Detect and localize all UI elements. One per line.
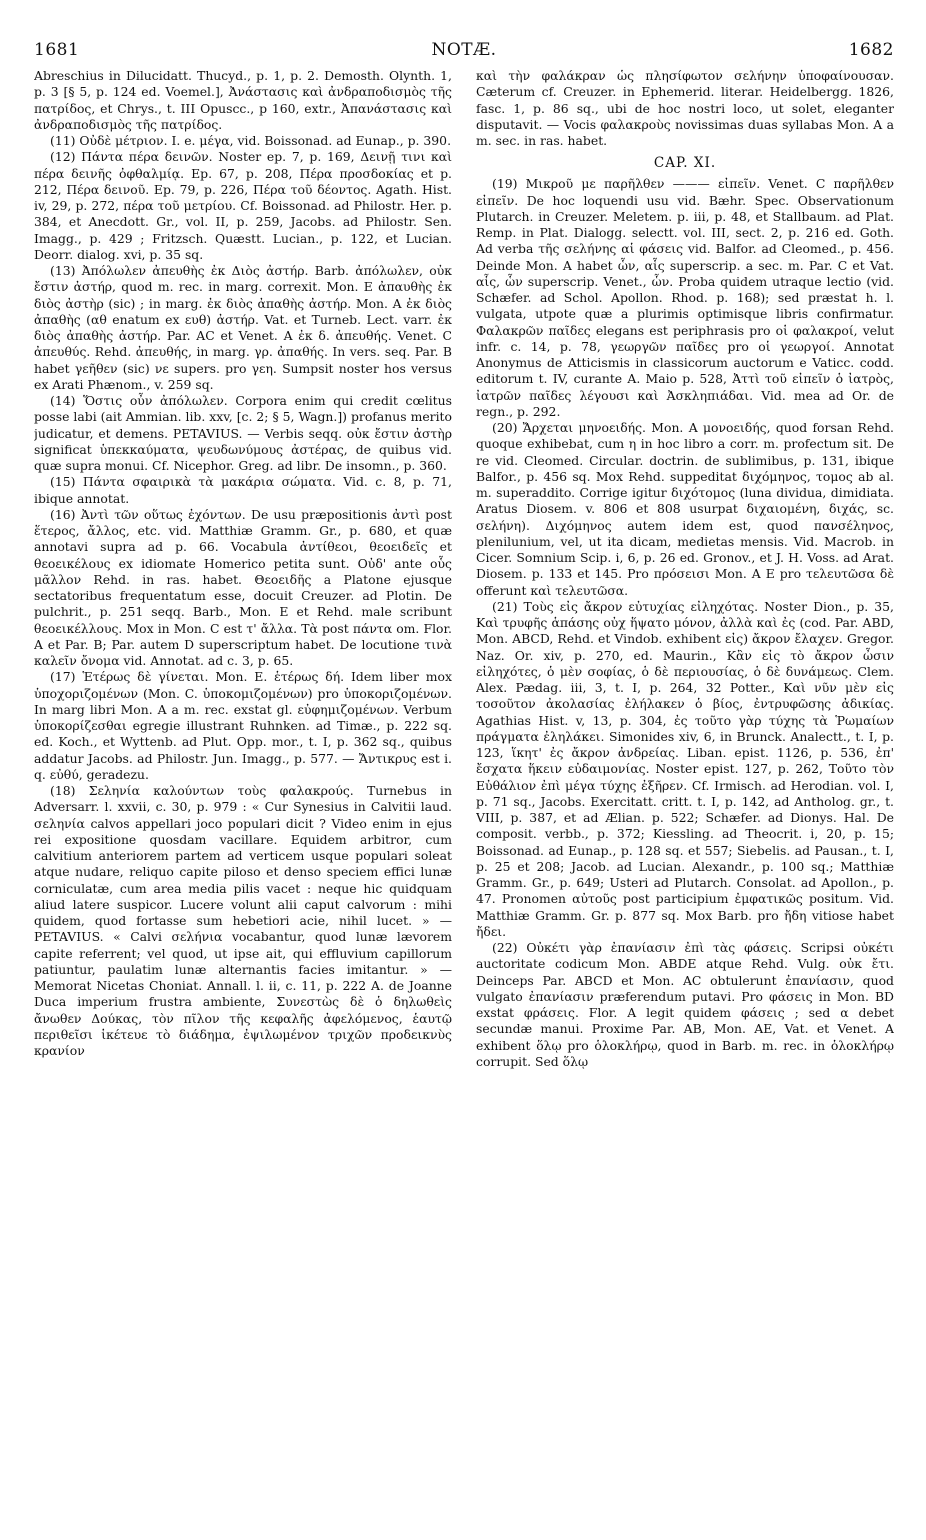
- chapter-heading: CAP. XI.: [653, 155, 717, 172]
- note-20: (20) Ἄρχεται μηνοειδής. Mon. A μονοειδής, quod forsan Rehd. quoque exhibebat, cum η in hoc libro a corr. m. profectum sit. De re vid. Cleomed. Circular. doctrin. de sublimibus, p. 131, ibique Balfor., p. 456 sq. Mox Rehd. suppeditat διχόμηνος, τομος ab al. m. superaddito. Corrige igitur διχότομος (luna dividua, dimidiata. Aratus Diosem. v. 806 et 808 usurpat διχαιομένη, διχάς, sc. σελήνη). Διχόμηνος autem idem est, quod πανσέληνος, plenilunium, vel, ut ita dicam, medietas mensis. Vid. Macrob. in Cicer. Somnium Scip. i, 6, p. 26 ed. Gronov., et J. H. Voss. ad Arat. Diosem. p. 133 et 145. Pro πρόσεισι Mon. A E pro τελευτῶσα δὲ offerunt καὶ τελευτῶσα.: [476, 420, 894, 598]
- page-header: [34, 40, 894, 64]
- note-18: (18) Σεληνία καλούντων τοὺς φαλακρούς. Turnebus in Adversarr. l. xxvii, c. 30, p. 979 : « Cur Synesius in Calvitii laud. σεληνία calvos appellari joco populari dicit ? Video enim in ejus rei expositione quosdam vacillare. Equidem arbitror, cum calvitium anteriorem partem ad verticem usque populari soleat atque nudare, reliquo capite piloso et denso speciem effici lunæ corniculatæ, cum area media pilis vacet : neque hic quidquam aliud latere suspicor. Lucere volunt alii caput calvorum : mihi quidem, quod fortasse sum hebetiori acie, nihil lucet. » — PETAVIUS. « Calvi σελήνια vocabantur, quod lunæ lævorem capite referrent; vel quod, ut ipse ait, qui effluvium capillorum patiuntur, paulatim lunæ alternantis facies imitantur. » — Memorat Nicetas Choniat. Annall. l. ii, c. 11, p. 222 A. de Joanne Duca imperium frustra ambiente, Συνεστὼς δὲ ὁ δηλωθεὶς ἄνωθεν Δούκας, τὸν πῖλον τῆς κεφαλῆς ἀφελόμενος, ἑαυτῷ περιθεῖσι ἱκέτευε τὸ διάδημα, ἐψιλωμένον τριχῶν προδεικνὺς κρανίον: [34, 783, 452, 1058]
- note-17: (17) Ἑτέρως δὲ γίνεται. Mon. E. ἑτέρως δή. Idem liber mox ὑποχοριζομένων (Mon. C. ὑποκομιζομένων) pro ὑποκοριζομένων. In marg libri Mon. A a m. rec. exstat gl. εὐφημιζομένων. Verbum ὑποκορίζεσθαι egregie illustrant Ruhnken. ad Timæ., p. 222 sq. ed. Koch., et Wyttenb. ad Plut. Opp. mor., t. I, p. 362 sq., quibus addatur Jacobs. ad Philostr. Jun. Imagg., p. 577. — Ἄντικρυς est i. q. εὐθύ, geradezu.: [34, 669, 452, 782]
- right-page-number: 1682: [848, 40, 894, 60]
- left-column: [34, 68, 452, 1534]
- note-continuation: καὶ τὴν φαλάκραν ὡς πλησίφωτον σελήνην ὑποφαίνουσαν. Cæterum cf. Creuzer. in Ephemerid. literar. Heidelbergg. 1826, fasc. 1, p. 86 sq., ubi de hoc nostri loco, ut solet, eleganter disputavit. — Vocis φαλακροὺς novissimas duas syllabas Mon. A a m. sec. in ras. habet.: [476, 68, 894, 148]
- note-16: (16) Ἀντὶ τῶν οὕτως ἐχόντων. De usu præpositionis ἀντὶ post ἕτερος, ἄλλος, etc. vid. Matthiæ Gramm. Gr., p. 680, et quæ annotavi supra ad p. 66. Vocabula ἀντίθεοι, θεοειδεῖς et θεοεικέλους ex idiomate Homerico petita sunt. Οὐδ' ante οὗς μᾶλλον Rehd. in ras. habet. Θεοειδῆς a Platone ejusque sectatoribus frequentatum esse, docuit Creuzer. ad Plotin. De pulchrit., p. 251 seqq. Barb., Mon. E et Rehd. male scribunt θεοεικέλλους. Mox in Mon. C est τ' ἄλλα. Τὰ post πάντα om. Flor. A et Par. B; Par. autem D superscriptum habet. De locutione τινὰ καλεῖν ὄνομα vid. Annotat. ad c. 3, p. 65.: [34, 506, 452, 668]
- note-12: (12) Πάντα πέρα δεινῶν. Noster ep. 7, p. 169, Δεινῇ τινι καὶ πέρα δεινῆς ὀφθαλμίᾳ. Ep. 67, p. 208, Πέρα προσδοκίας et p. 212, Πέρα δεινοῦ. Ep. 79, p. 226, Πέρα τοῦ δέοντος. Agath. Hist. iv, 29, p. 272, πέρα τοῦ μετρίου. Cf. Boissonad. ad Philostr. Her. p. 384, et Anecdott. Gr., vol. II, p. 259, Jacobs. ad Philostr. Sen. Imagg., p. 429 ; Fritzsch. Quæstt. Lucian., p. 122, et Lucian. Deorr. dialog. xvi, p. 35 sq.: [34, 149, 452, 262]
- note-21: (21) Τοὺς εἰς ἄκρον εὐτυχίας εἰληχότας. Noster Dion., p. 35, Καὶ τρυφῆς ἁπάσης οὐχ ἥψατο μόνον, ἀλλὰ καὶ ἐς (cod. Par. ABD, Mon. ABCD, Rehd. et Vindob. exhibent εἰς) ἄκρον ἔλαχεν. Gregor. Naz. Or. xiv, p. 270, ed. Maurin., Κἂν εἰς τὸ ἄκρον ὦσιν εἰληχότες, ὁ μὲν σοφίας, ὁ δὲ περιουσίας, ὁ δὲ δυνάμεως. Clem. Alex. Pædag. iii, 3, t. I, p. 264, 32 Potter., Καὶ νῦν μὲν εἰς τοσοῦτον ἀκολασίας ἐλήλακεν ὁ βίος, ἐντρυφῶσης ἀδικίας. Agathias Hist. v, 13, p. 304, ἐς τοῦτο γὰρ τύχης τὰ Ῥωμαίων πράγματα ἐληλάκει. Simonides xiv, 6, in Brunck. Analectt., t. I, p. 123, ἵκητ' ἐς ἄκρον ἀνδρείας. Liban. epist. 1126, p. 536, ἐπ' ἔσχατα ἥκειν εὐδαιμονίας. Noster epist. 127, p. 262, Τοῦτο τὸν Εὐθάλιον ἐπὶ μέγα τύχης ἐξῆρεν. Cf. Irmisch. ad Herodian. vol. I, p. 71 sq., Jacobs. Exercitatt. critt. t. I, p. 142, ad Antholog. gr., t. VIII, p. 387, et ad Ælian. p. 522; Schæfer. ad Dionys. Hal. De composit. verbb., p. 372; Kiessling. ad Theocrit. i, 20, p. 15; Boissonad. ad Eunap., p. 128 sq. et 557; Siebelis. ad Pausan., t. I, p. 25 et 208; Jacob. ad Lucian. Alexandr., p. 100 sq.; Matthiæ Gramm. Gr., p. 649; Usteri ad Plutarch. Consolat. ad Apollon., p. 47. Pronomen αὐτοῦς post participium ἐμφατικῶς positum. Vid. Matthiæ Gramm. Gr. p. 877 sq. Mox Barb. pro ἤδη vitiose habet ἤδει.: [476, 598, 894, 939]
- left-page-number: 1681: [34, 40, 80, 60]
- note-19: (19) Μικροῦ με παρῆλθεν ——— εἰπεῖν. Venet. C παρῆλθεν εἰπεῖν. De hoc loquendi usu vid. Bæhr. Spec. Observationum Plutarch. in Creuzer. Meletem. p. iii, p. 48, et Stallbaum. ad Plat. Remp. in Plat. Dialogg. selectt. vol. III, sect. 2, p. 216 ed. Goth. Ad verba τῆς σελήνης αἱ φάσεις vid. Balfor. ad Cleomed., p. 456. Deinde Mon. A habet ὧν, αἷς superscrip. a sec. m. Par. C et Vat. αἷς, ὧν superscrip. Venet., ὧν. Proba quidem utraque lectio (vid. Schæfer. ad Schol. Apollon. Rhod. p. 168); sed præstat h. l. vulgata, utpote quæ a plurimis optimisque libris confirmatur. Φαλακρῶν παῖδες elegans est periphrasis pro οἱ φαλακροί, velut infr. c. 14, p. 78, γεωργῶν παῖδες pro οἱ γεωργοί. Annotat Anonymus de Atticismis in classicorum auctorum e Vaticc. codd. editorum t. IV, curante A. Maio p. 528, Ἀττὶ τοῦ εἰπεῖν ὁ ἰατρὸς, ἰατρῶν παῖδες λέγουσι καὶ Ἀσκληπιάδαι. Vid. mea ad Or. de regn., p. 292.: [476, 176, 894, 419]
- note-14: (14) Ὅστις οὖν ἀπόλωλεν. Corpora enim qui credit cœlitus posse labi (ait Ammian. lib. xxv, [c. 2; § 5, Wagn.]) profanus merito judicatur, et demens. PETAVIUS. — Verbis seqq. οὐκ ἔστιν ἀστὴρ significat ὑπεκκαύματα, ψευδωνύμους ἀστέρας, de quibus vid. quæ supra monui. Cf. Nicephor. Greg. ad libr. De insomn., p. 360.: [34, 393, 452, 473]
- note-15: (15) Πάντα σφαιρικὰ τὰ μακάρια σώματα. Vid. c. 8, p. 71, ibique annotat.: [34, 474, 452, 506]
- note-13: (13) Ἀπόλωλεν ἀπευθὴς ἐκ Διὸς ἀστήρ. Barb. ἀπόλωλεν, οὐκ ἔστιν ἀστήρ, quod m. rec. in marg. correxit. Mon. E ἀπαυθὴς ἐκ διὸς ἀστὴρ (sic) ; in marg. ἐκ διὸς ἀπαθὴς ἀστήρ. Mon. A ἐκ διὸς ἀπαθὴς (αθ enatum ex ευθ) ἀστήρ. Vat. et Turneb. Lect. varr. ἐκ διὸς ἀπαθὴς ἀστήρ. Par. AC et Venet. A ἐκ δ. ἀπευθής. Venet. C ἀπευθύς. Rehd. ἀπευθής, in marg. γρ. ἀπαθής. In vers. seq. Par. B habet γεῆθεν (sic) νε supers. pro γεη. Sumpsit noster hos versus ex Arati Phænom., v. 259 sq.: [34, 263, 452, 392]
- note-11: (11) Οὐδὲ μέτριον. I. e. μέγα, vid. Boissonad. ad Eunap., p. 390.: [50, 133, 452, 148]
- running-title: NOTÆ.: [431, 40, 497, 60]
- note-22: (22) Οὐκέτι γὰρ ἐπανίασιν ἐπὶ τὰς φάσεις. Scripsi οὐκέτι auctoritate codicum Mon. ABDE atque Rehd. Vulg. οὐκ ἔτι. Deinceps Par. ABCD et Mon. AC obtulerunt ἐπανίασιν, quod vulgato ἐπανίασιν præferendum putavi. Pro φάσεις in Mon. BD exstat φράσεις. Flor. A legit quidem φάσεις ; sed α debet secundæ manui. Proxime Par. AB, Mon. AE, Vat. et Venet. A exhibent ὅλῳ pro ὁλοκλήρῳ, quod in Barb. m. rec. in ὁλοκλήρῳ corrupit. Sed ὅλῳ: [476, 940, 894, 1069]
- right-column: [476, 68, 894, 1534]
- note-paragraph: Abreschius in Dilucidatt. Thucyd., p. 1, p. 2. Demosth. Olynth. 1, p. 3 [§ 5, p. 124 ed. Voemel.], Ἀνάστασις καὶ ἀνδραποδισμὸς τῆς πατρίδος, et Chrys., t. III Opuscc., p 160, extr., Ἀπανάστασις καὶ ἀνδραποδισμὸς τῆς πατρίδος.: [34, 68, 452, 132]
